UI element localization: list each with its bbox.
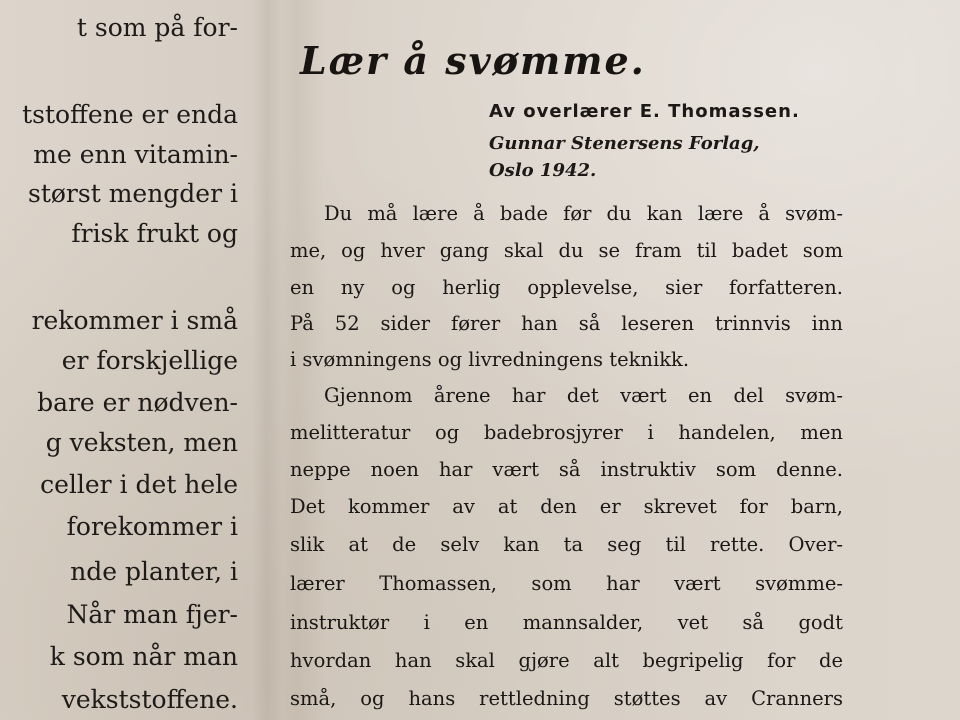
left-column-line: er forskjellige xyxy=(61,346,238,375)
left-column-line: tstoffene er enda xyxy=(22,100,238,129)
article-text-line: På 52 sider fører han så leseren trinnvis inn xyxy=(290,312,843,335)
article-text-line: melitteratur og badebrosjyrer i handelen, men xyxy=(290,421,843,444)
left-column-line: bare er nødven- xyxy=(37,388,238,417)
article-text-line: Du må lære å bade før du kan lære å svøm- xyxy=(324,202,843,225)
article-byline: Av overlærer E. Thomassen. xyxy=(489,101,800,122)
article-text-line: Gjennom årene har det vært en del svøm- xyxy=(324,384,843,407)
article-text-line: lærer Thomassen, som har vært svømme- xyxy=(290,572,843,595)
article-text-line: Det kommer av at den er skrevet for barn, xyxy=(290,495,843,518)
article-text-line: me, og hver gang skal du se fram til badet som xyxy=(290,239,843,262)
article-text-line: hvordan han skal gjøre alt begripelig for de xyxy=(290,649,843,672)
article-column xyxy=(290,0,850,720)
article-text-line: en ny og herlig opplevelse, sier forfatteren. xyxy=(290,276,843,299)
left-column-line: størst mengder i xyxy=(28,179,238,208)
article-text-line: slik at de selv kan ta seg til rette. Over- xyxy=(290,533,843,556)
left-column-line: forekommer i xyxy=(66,512,238,541)
left-column-line: me enn vitamin- xyxy=(33,140,238,169)
left-column-line: vekststoffene. xyxy=(61,685,238,714)
article-text-line: instruktør i en mannsalder, vet så godt xyxy=(290,611,843,634)
left-column-line: t som på for- xyxy=(76,13,238,42)
publisher-place-year: Oslo 1942. xyxy=(489,160,597,181)
article-publisher xyxy=(489,130,849,184)
article-title: Lær å svømme. xyxy=(300,38,646,83)
left-column-line: k som når man xyxy=(49,642,238,671)
left-column-line: frisk frukt og xyxy=(71,219,238,248)
article-text-line: små, og hans rettledning støttes av Cranners xyxy=(290,687,843,710)
publisher-name: Gunnar Stenersens Forlag, xyxy=(489,133,760,154)
left-column-line: g veksten, men xyxy=(45,428,238,457)
left-column-line: Når man fjer- xyxy=(66,600,238,629)
left-column xyxy=(0,0,250,720)
article-text-line: neppe noen har vært så instruktiv som denne. xyxy=(290,458,843,481)
left-column-line: nde planter, i xyxy=(70,557,238,586)
article-text-line: i svømningens og livredningens teknikk. xyxy=(290,348,690,371)
paper-fold-shadow xyxy=(252,0,282,720)
left-column-line: celler i det hele xyxy=(40,470,238,499)
left-column-line: rekommer i små xyxy=(31,306,238,335)
